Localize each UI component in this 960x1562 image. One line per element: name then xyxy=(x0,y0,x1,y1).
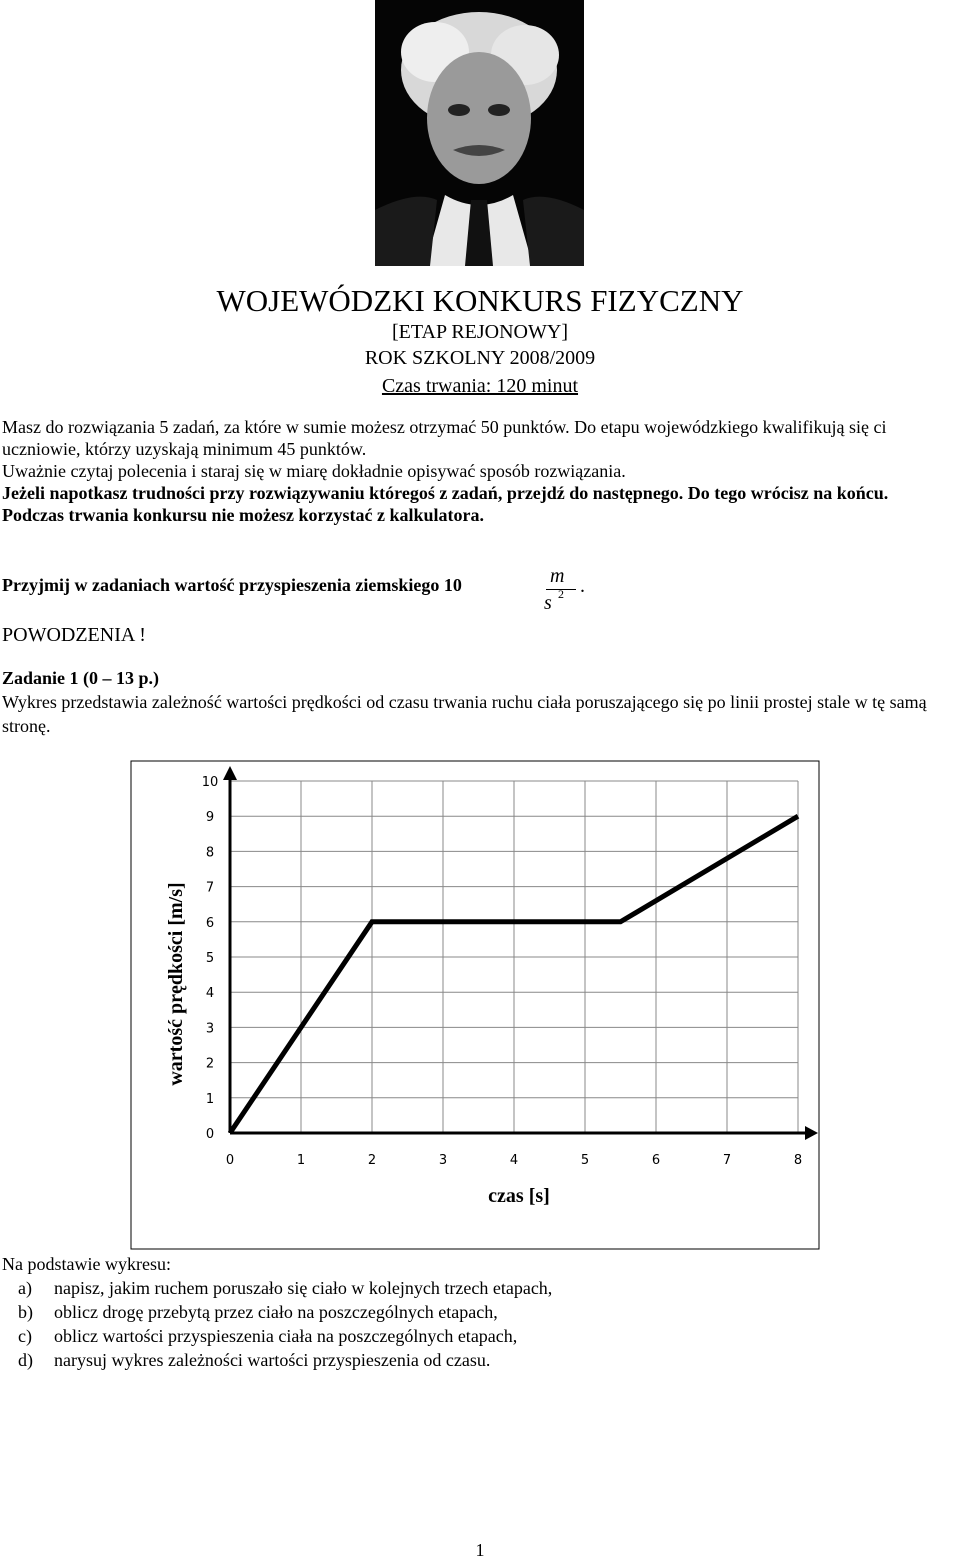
instructions-p3: Jeżeli napotkasz trudności przy rozwiązywaniu któregoś z zadań, przejdź do następnego. Do tego wrócisz na końcu. xyxy=(2,483,889,503)
x-tick-label: 8 xyxy=(793,1153,803,1168)
x-tick-label: 2 xyxy=(367,1153,377,1168)
y-tick-label: 10 xyxy=(201,775,219,790)
y-tick-label: 3 xyxy=(205,1021,215,1037)
question-item: d) narysuj wykres zależności wartości przyspieszenia od czasu. xyxy=(18,1350,491,1370)
y-axis-label: wartość prędkości [m/s] xyxy=(165,882,187,1086)
instructions-p2: Uważnie czytaj polecenia i staraj się w miarę dokładnie opisywać sposób rozwiązania. xyxy=(2,461,626,481)
y-tick-label: 6 xyxy=(205,915,215,931)
y-tick-label: 8 xyxy=(205,845,215,861)
x-tick-label: 1 xyxy=(296,1153,306,1168)
question-item: b) oblicz drogę przebytą przez ciało na poszczególnych etapach, xyxy=(18,1302,498,1322)
y-tick-label: 2 xyxy=(205,1056,215,1072)
good-luck: POWODZENIA ! xyxy=(2,624,146,646)
x-axis-arrow xyxy=(805,1126,818,1140)
page-number: 1 xyxy=(475,1540,485,1560)
task-title: Zadanie 1 (0 – 13 p.) xyxy=(2,668,160,688)
gravity-line: Przyjmij w zadaniach wartość przyspieszenia ziemskiego 10 xyxy=(2,575,462,595)
velocity-time-chart xyxy=(130,760,820,1250)
unit-denominator: s xyxy=(544,592,552,614)
instructions xyxy=(2,416,958,526)
duration: Czas trwania: 120 minut xyxy=(381,375,579,397)
y-tick-label: 1 xyxy=(205,1091,215,1107)
task-description: Wykres przedstawia zależność wartości prędkości od czasu trwania ruchu ciała poruszającego się po linii prostej stale w tę samą stronę. xyxy=(2,692,927,736)
x-axis-label: czas [s] xyxy=(488,1185,550,1207)
x-tick-label: 5 xyxy=(580,1153,590,1168)
y-tick-label: 4 xyxy=(205,986,215,1002)
portrait-photo xyxy=(375,0,584,266)
questions-intro: Na podstawie wykresu: xyxy=(2,1254,171,1274)
unit-numerator: m xyxy=(550,565,565,587)
unit-period: . xyxy=(580,575,585,597)
chart-frame xyxy=(131,761,819,1249)
instructions-p4: Podczas trwania konkursu nie możesz korzystać z kalkulatora. xyxy=(2,505,484,525)
x-tick-label: 6 xyxy=(651,1153,661,1168)
stage-label: [ETAP REJONOWY] xyxy=(392,321,568,343)
y-tick-label: 0 xyxy=(205,1127,215,1142)
y-tick-label: 5 xyxy=(205,951,215,966)
school-year: ROK SZKOLNY 2008/2009 xyxy=(364,347,596,369)
question-item: c) oblicz wartości przyspieszenia ciała na poszczególnych etapach, xyxy=(18,1326,518,1346)
y-tick-label: 9 xyxy=(205,810,215,826)
contest-title: WOJEWÓDZKI KONKURS FIZYCZNY xyxy=(216,283,744,318)
question-item: a) napisz, jakim ruchem poruszało się ciało w kolejnych trzech etapach, xyxy=(18,1278,553,1298)
instructions-p1: Masz do rozwiązania 5 zadań, za które w sumie możesz otrzymać 50 punktów. Do etapu wojewódzkiego kwalifikują się ci uczniowie, którzy uzyskają minimum 45 punktów. xyxy=(2,417,887,459)
y-axis-arrow xyxy=(223,766,237,780)
unit-exponent: 2 xyxy=(558,587,564,601)
questions xyxy=(2,1252,942,1372)
x-tick-label: 0 xyxy=(225,1153,235,1168)
y-tick-label: 7 xyxy=(205,880,215,896)
x-tick-label: 7 xyxy=(722,1153,732,1168)
x-tick-label: 4 xyxy=(509,1153,519,1168)
x-tick-label: 3 xyxy=(438,1153,448,1168)
